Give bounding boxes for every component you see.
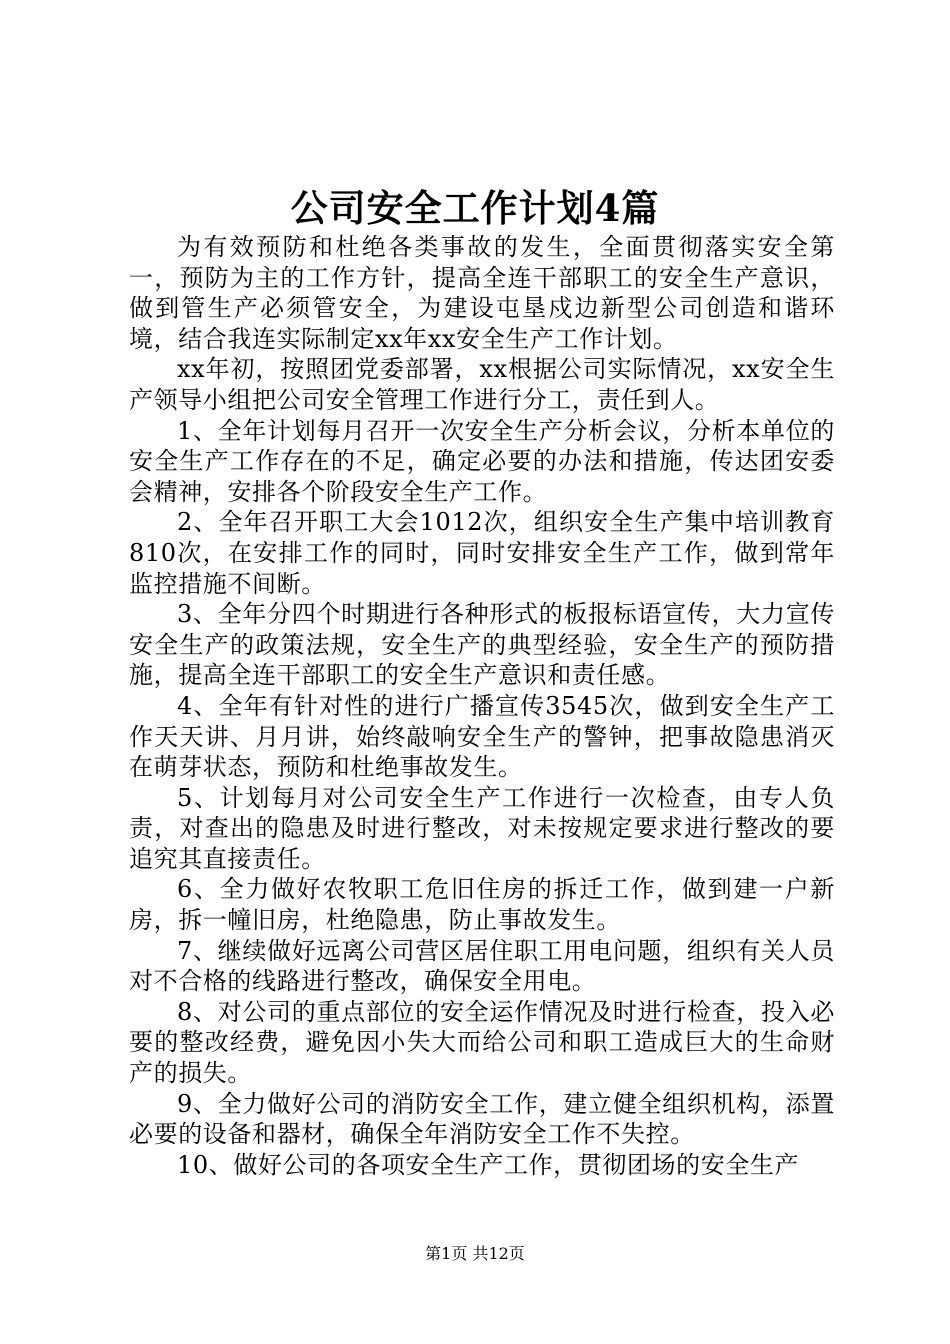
paragraph-item-8: 8、对公司的重点部位的安全运作情况及时进行检查，投入必要的整改经费，避免因小失大而给公司和职工造成巨大的生命财产的损失。 [129, 997, 835, 1088]
paragraph-intro: 为有效预防和杜绝各类事故的发生，全面贯彻落实安全第一，预防为主的工作方针，提高全连干部职工的安全生产意识，做到管生产必须管安全，为建设屯垦戍边新型公司创造和谐环境，结合我连实际制定xx年xx安全生产工作计划。 [129, 233, 835, 353]
document-title: 公司安全工作计划4篇 [290, 186, 660, 230]
paragraph-item-6: 6、全力做好农牧职工危旧住房的拆迁工作，做到建一户新房，拆一幢旧房，杜绝隐患，防止事故发生。 [129, 875, 835, 935]
paragraph-item-2: 2、全年召开职工大会1012次，组织安全生产集中培训教育810次，在安排工作的同时，同时安排安全生产工作，做到常年监控措施不间断。 [129, 508, 835, 598]
page-footer: 第1页 共12页 [425, 1244, 525, 1263]
paragraph-item-1: 1、全年计划每月召开一次安全生产分析会议，分析本单位的安全生产工作存在的不足，确定必要的办法和措施，传达团安委会精神，安排各个阶段安全生产工作。 [129, 416, 835, 506]
paragraph-item-4: 4、全年有针对性的进行广播宣传3545次，做到安全生产工作天天讲、月月讲，始终敲响安全生产的警钟，把事故隐患消灭在萌芽状态，预防和杜绝事故发生。 [129, 691, 835, 782]
paragraph-item-5: 5、计划每月对公司安全生产工作进行一次检查，由专人负责，对查出的隐患及时进行整改，对未按规定要求进行整改的要追究其直接责任。 [129, 783, 835, 873]
paragraph-item-7: 7、继续做好远离公司营区居住职工用电问题，组织有关人员对不合格的线路进行整改，确保安全用电。 [129, 936, 835, 996]
paragraph-item-3: 3、全年分四个时期进行各种形式的板报标语宣传，大力宣传安全生产的政策法规，安全生产的典型经验，安全生产的预防措施，提高全连干部职工的安全生产意识和责任感。 [129, 600, 835, 690]
paragraph-item-10: 10、做好公司的各项安全生产工作，贯彻团场的安全生产 [177, 1150, 800, 1179]
document-body [129, 232, 835, 1180]
paragraph-overview: xx年初，按照团党委部署，xx根据公司实际情况，xx安全生产领导小组把公司安全管理工作进行分工，责任到人。 [129, 355, 835, 414]
paragraph-item-9: 9、全力做好公司的消防安全工作，建立健全组织机构，添置必要的设备和器材，确保全年消防安全工作不失控。 [129, 1089, 835, 1149]
